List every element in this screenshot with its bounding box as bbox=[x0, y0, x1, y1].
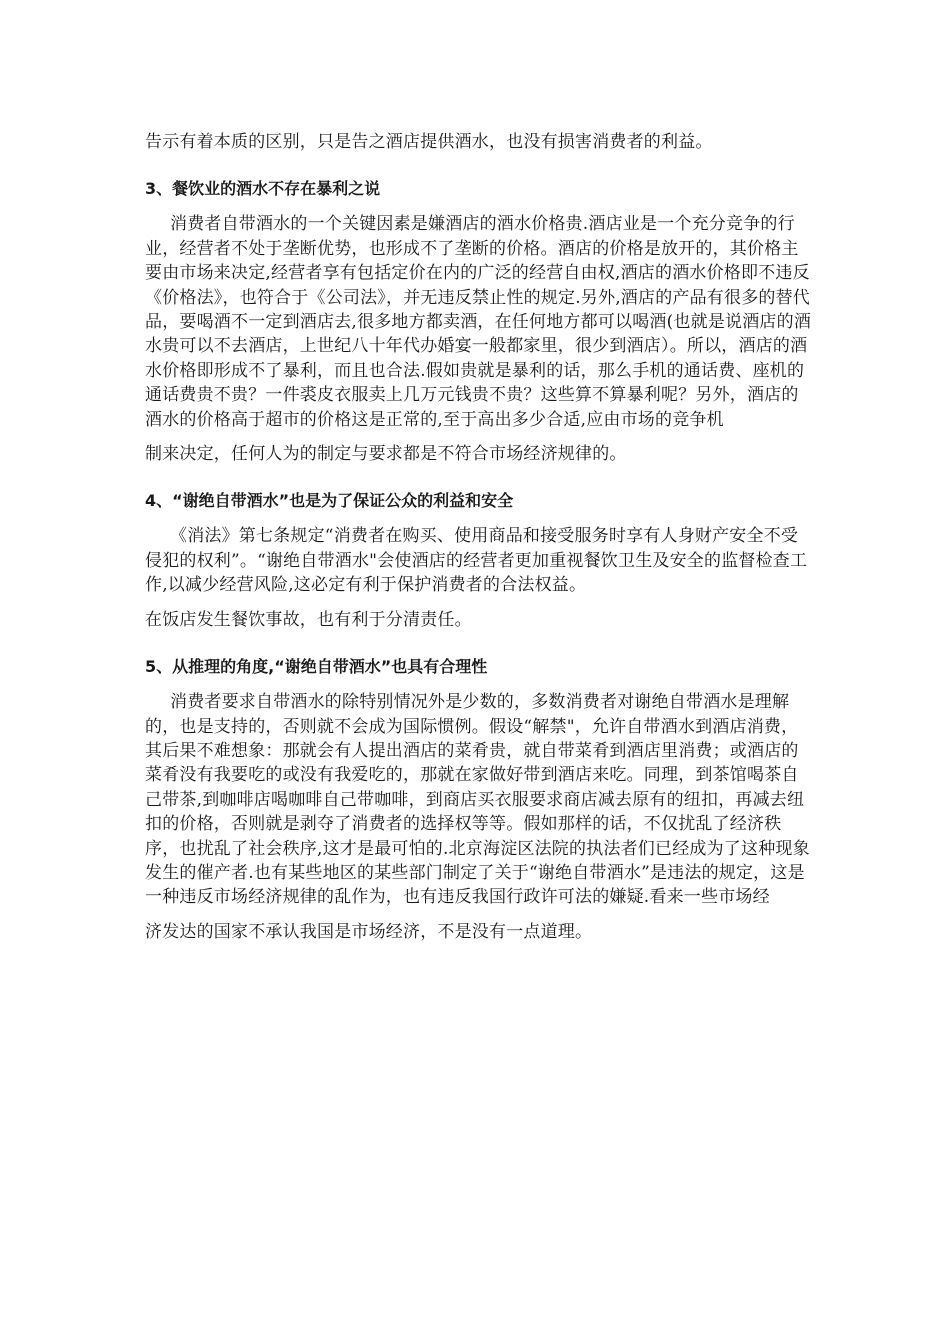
section-4-body: 《消法》第七条规定“消费者在购买、使用商品和接受服务时享有人身财产安全不受侵犯的权利”。“谢绝自带酒水"会使酒店的经营者更加重视餐饮卫生及安全的监督检查工作,以减少经营风险,这必定有利于保护消费者的合法权益。 bbox=[145, 526, 808, 596]
section-4-heading: 4、“谢绝自带酒水”也是为了保证公众的利益和安全 bbox=[145, 491, 514, 511]
document-page bbox=[145, 130, 813, 944]
section-5-tail: 济发达的国家不承认我国是市场经济，不是没有一点道理。 bbox=[145, 921, 593, 942]
intro-paragraph: 告示有着本质的区别，只是告之酒店提供酒水，也没有损害消费者的利益。 bbox=[145, 132, 713, 152]
section-5-heading: 5、从推理的角度,“谢绝自带酒水”也具有合理性 bbox=[145, 657, 488, 677]
section-3-tail: 制来决定，任何人为的制定与要求都是不符合市场经济规律的。 bbox=[145, 444, 627, 465]
section-3-body: 消费者自带酒水的一个关键因素是嫌酒店的酒水价格贵.酒店业是一个充分竞争的行业，经营者不处于垄断优势，也形成不了垄断的价格。酒店的价格是放开的，其价格主要由市场来决定,经营者享有包括定价在内的广泛的经营自由权,酒店的酒水价格即不违反《价格法》，也符合于《公司法》，并无违反禁止性的规定.另外,酒店的产品有很多的替代品，要喝酒不一定到酒店去,很多地方都卖酒，在任何地方都可以喝酒(也就是说酒店的酒水贵可以不去酒店，上世纪八十年代办婚宴一般都家里，很少到酒店）。所以，酒店的酒水价格即形成不了暴利，而且也合法.假如贵就是暴利的话，那么手机的通话费、座机的通话费贵不贵？一件裘皮衣服卖上几万元钱贵不贵？这些算不算暴利呢？另外，酒店的酒水的价格高于超市的价格这是正常的,至于高出多少合适,应由市场的竞争机 bbox=[145, 214, 812, 430]
section-5-body: 消费者要求自带酒水的除特别情况外是少数的，多数消费者对谢绝自带酒水是理解的，也是支持的，否则就不会成为国际惯例。假设“解禁"，允许自带酒水到酒店消费，其后果不难想象：那就会有人提出酒店的菜肴贵，就自带菜肴到酒店里消费；或酒店的菜肴没有我要吃的或没有我爱吃的，那就在家做好带到酒店来吃。同理，到茶馆喝茶自己带茶,到咖啡店喝咖啡自己带咖啡，到商店买衣服要求商店减去原有的纽扣，再减去纽扣的价格，否则就是剥夺了消费者的选择权等等。假如那样的话，不仅扰乱了经济秩序，也扰乱了社会秩序,这才是最可怕的.北京海淀区法院的执法者们已经成为了这种现象发生的催产者.也有某些地区的某些部门制定了关于“谢绝自带酒水”是违法的规定，这是一种违反市场经济规律的乱作为，也有违反我国行政许可法的嫌疑.看来一些市场经 bbox=[145, 692, 810, 908]
section-3-heading: 3、餐饮业的酒水不存在暴利之说 bbox=[145, 179, 381, 199]
section-4-tail: 在饭店发生餐饮事故，也有利于分清责任。 bbox=[145, 609, 472, 630]
